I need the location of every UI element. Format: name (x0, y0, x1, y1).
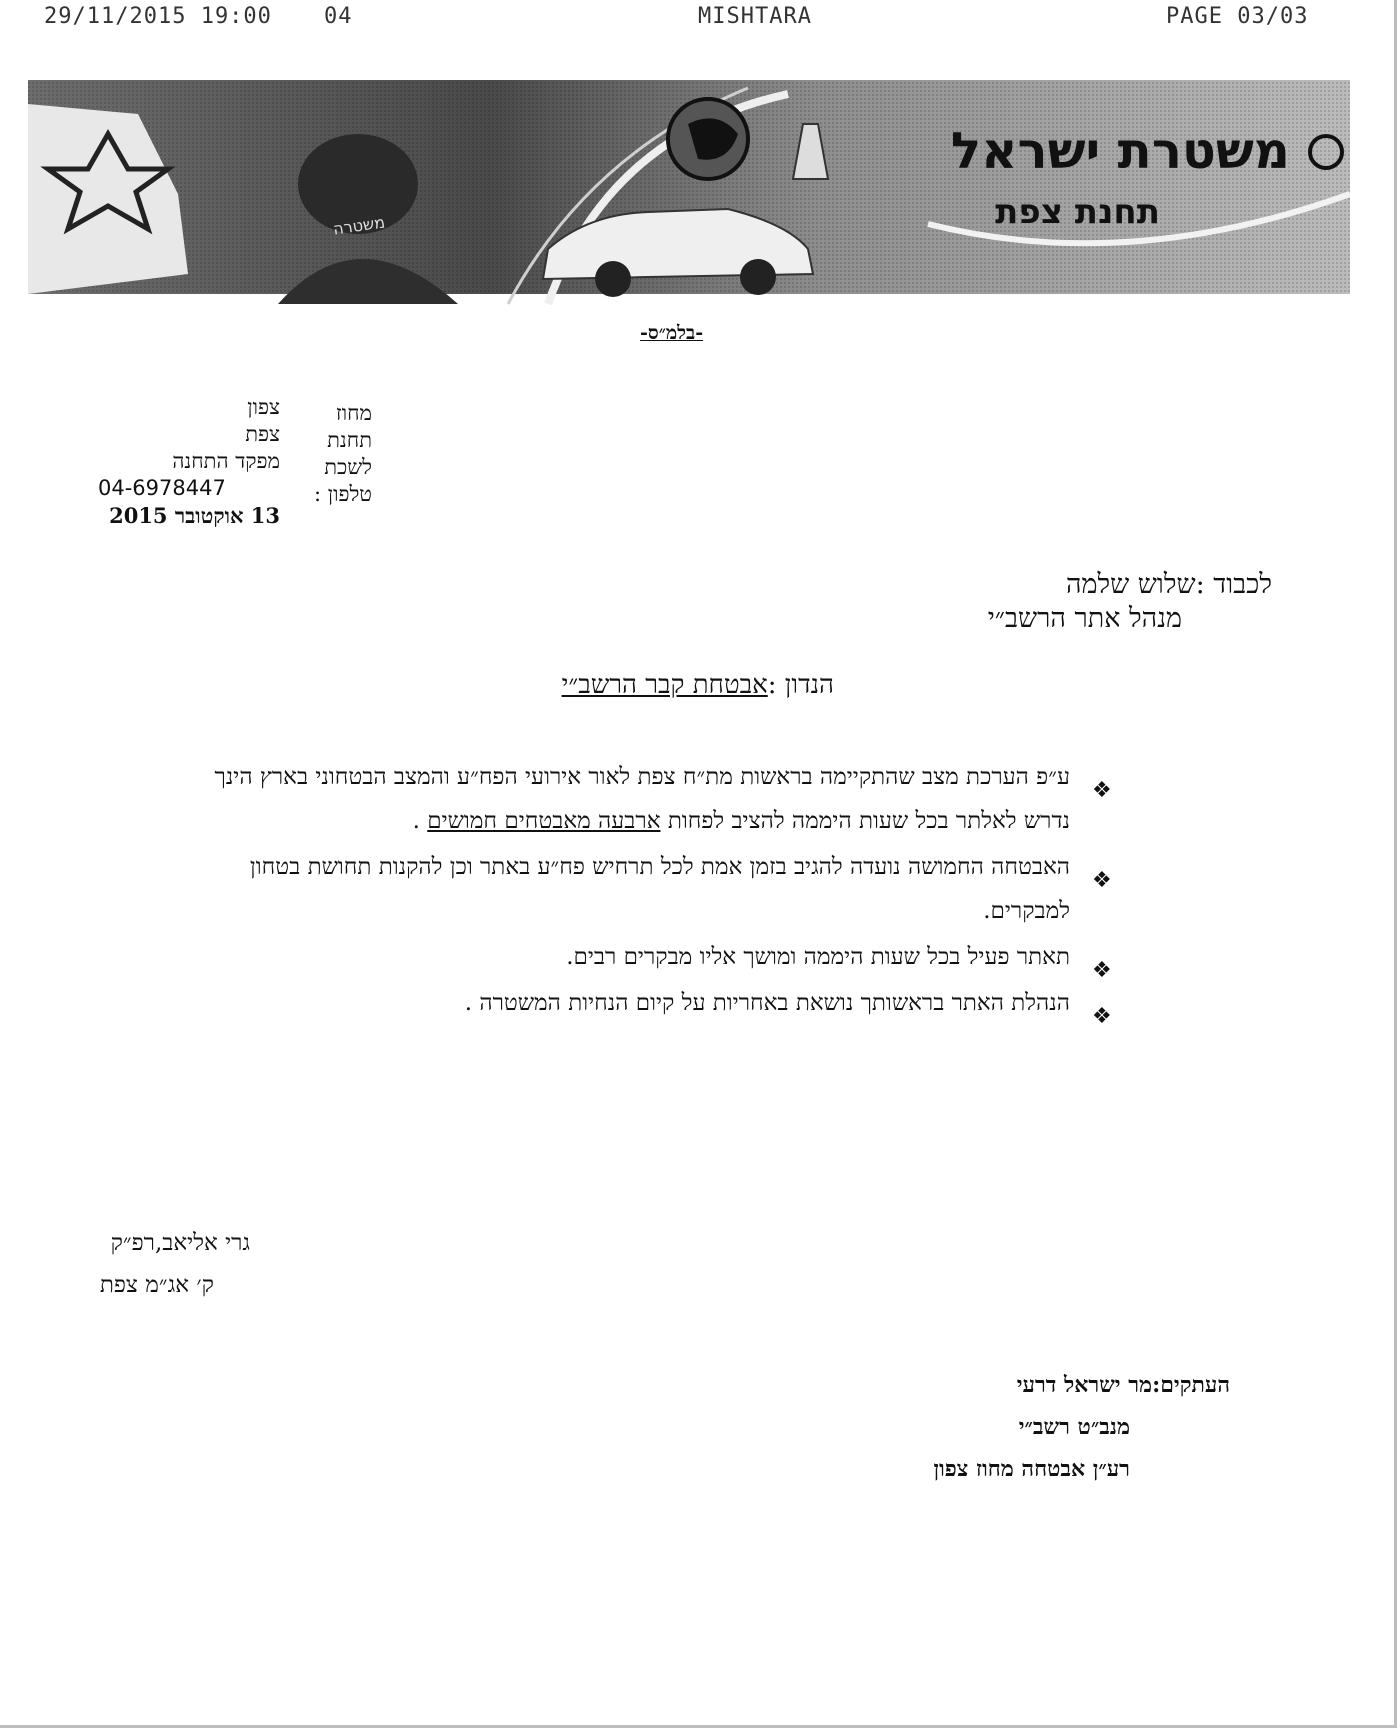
bullet-icon: ❖ (1092, 868, 1112, 893)
recipient-title: מנהל אתר הרשב״י (987, 603, 1182, 634)
meta-label-station: תחנת (327, 428, 372, 452)
meta-value-phone: 04-6978447 (98, 476, 226, 500)
org-title: משטרת ישראל (950, 122, 1290, 180)
bullet-1-text-a: נדרש לאלתר בכל שעות היממה להציב לפחות (667, 808, 1070, 834)
meta-labels (300, 400, 372, 508)
meta-label-phone: טלפון : (314, 482, 372, 506)
recipient-block (1066, 568, 1272, 602)
copy-item-3: רע״ן אבטחה מחוז צפון (933, 1456, 1130, 1482)
meta-label-district: מחוז (335, 401, 372, 425)
vehicle-text: משטרה (331, 212, 387, 239)
copies-line-1 (1017, 1364, 1230, 1406)
meta-value-date: 13 אוקטובר 2015 (109, 503, 280, 528)
meta-value-office: מפקד התחנה (172, 449, 280, 473)
bullet-2-line-1: האבטחה החמושה נועדה להגיב בזמן אמת לכל תרחיש פח״ע באתר וכן להקנות תחושת בטחון (249, 854, 1070, 880)
signature-role: ק׳ אג״מ צפת (99, 1272, 214, 1298)
copy-item-2: מנב״ט רשב״י (1018, 1414, 1130, 1440)
fax-line: 04 (324, 4, 353, 29)
meta-values (98, 394, 280, 529)
fax-page: PAGE 03/03 (1166, 4, 1309, 29)
fax-datetime: 29/11/2015 19:00 (44, 4, 272, 29)
bullet-2-line-2: למבקרים. (983, 898, 1070, 924)
bullet-1-end: . (412, 808, 420, 834)
banner-graphic (28, 74, 1350, 306)
meta-value-district: צפון (247, 395, 280, 419)
subject-text: אבטחת קבר הרשב״י (561, 670, 768, 700)
bullet-icon: ❖ (1092, 958, 1112, 983)
copy-item-1: מר ישראל דרעי (1016, 1372, 1153, 1398)
bullet-1-line-2 (413, 808, 1070, 834)
copies-label: העתקים: (1152, 1372, 1230, 1398)
letterhead-banner (28, 74, 1350, 306)
recipient-name: :שלוש שלמה (1065, 569, 1205, 600)
meta-value-station: צפת (245, 422, 280, 446)
signature-name: גרי אליאב,רפ״ק (110, 1230, 250, 1256)
bullet-4: הנהלת האתר בראשותך נושאת באחריות על קיום הנחיות המשטרה . (464, 990, 1070, 1016)
subject-line (562, 670, 834, 700)
classification-mark: -בלמ״ס- (640, 322, 704, 344)
bullet-1-text-underlined: ארבעה מאבטחים חמושים (427, 808, 661, 834)
fax-sender: MISHTARA (698, 4, 812, 29)
bullet-3: תאתר פעיל בכל שעות היממה ומושך אליו מבקרים רבים. (566, 944, 1070, 970)
meta-label-office: לשכת (324, 455, 372, 479)
recipient-to-label: לכבוד (1213, 569, 1272, 600)
station-title: תחנת צפת (995, 192, 1160, 232)
bullet-icon: ❖ (1092, 778, 1112, 803)
bullet-icon: ❖ (1092, 1004, 1112, 1029)
bullet-1-line-1: ע״פ הערכת מצב שהתקיימה בראשות מת״ח צפת לאור אירועי הפח״ע והמצב הבטחוני בארץ הינך (214, 764, 1070, 790)
subject-label: הנדון : (767, 670, 834, 700)
